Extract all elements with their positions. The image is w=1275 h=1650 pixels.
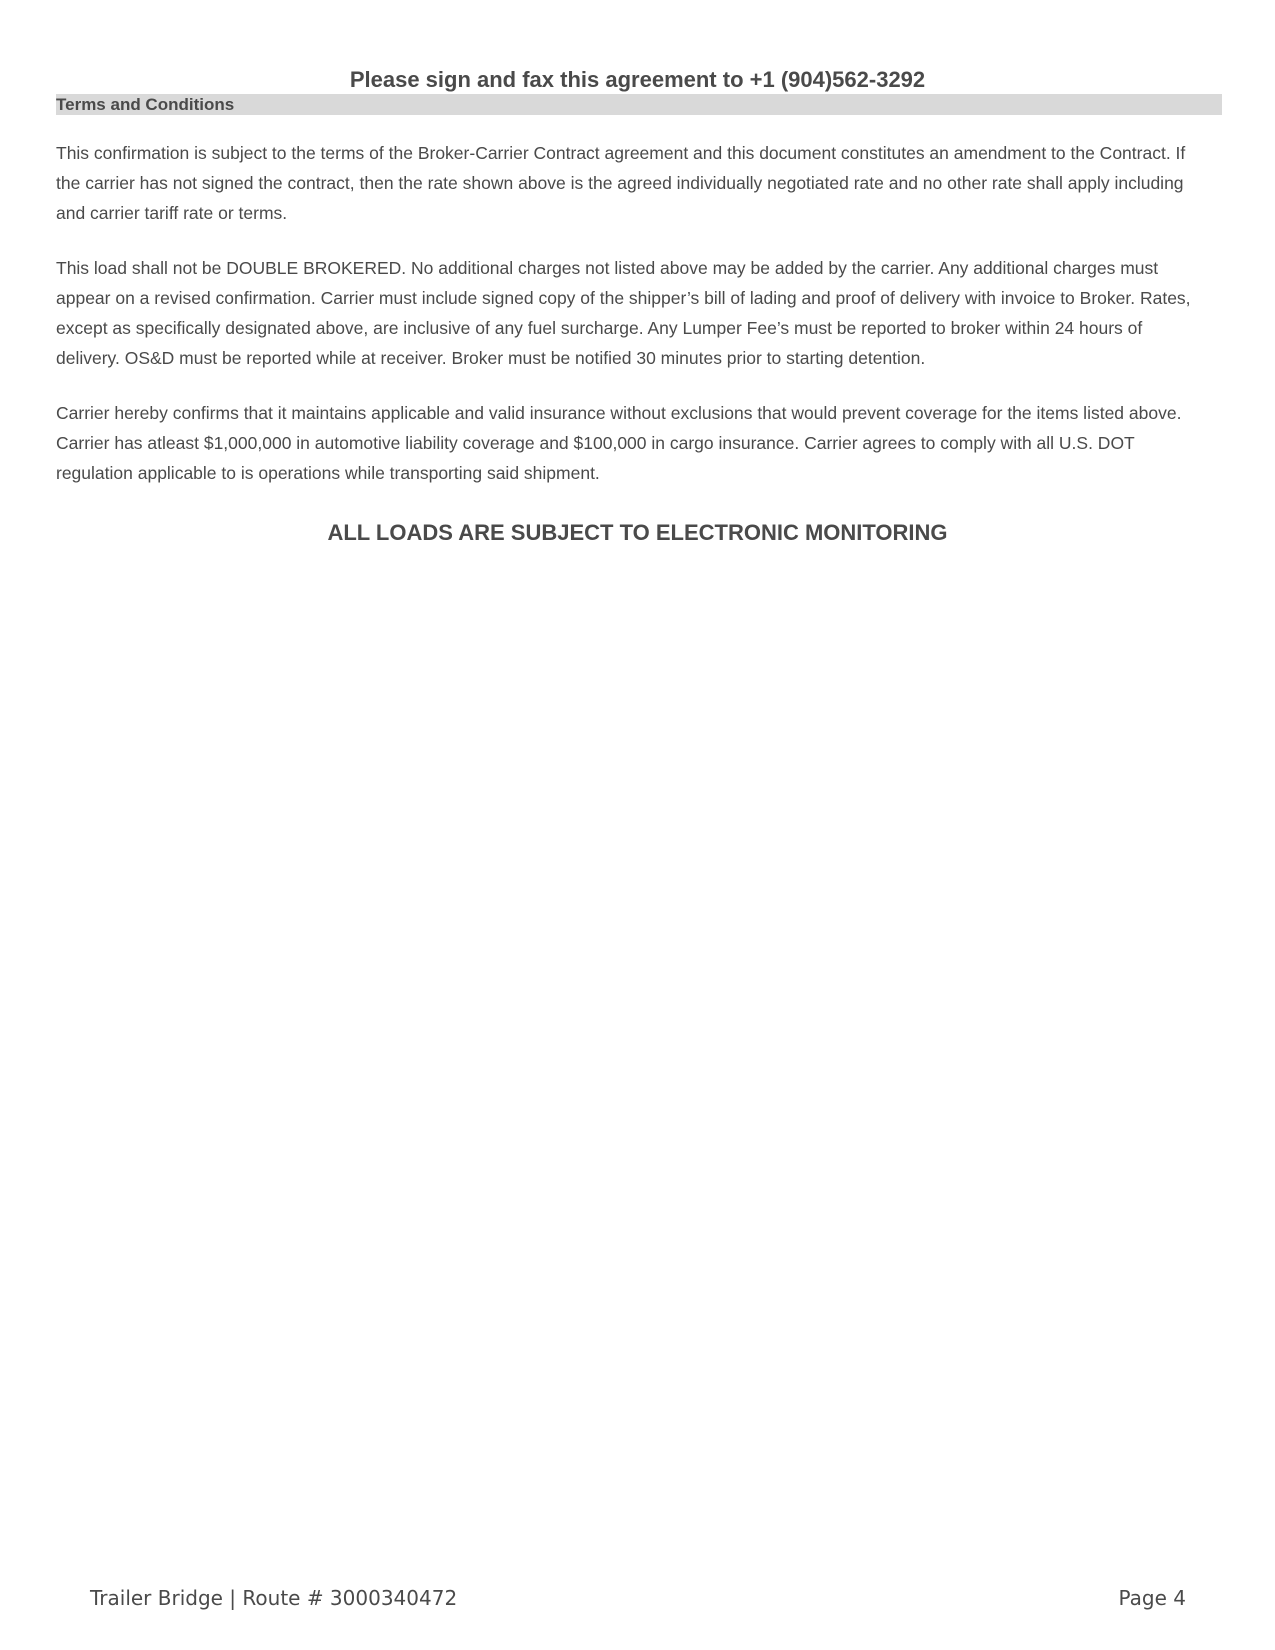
terms-section-title: Terms and Conditions [56, 95, 235, 114]
terms-paragraph-contract: This confirmation is subject to the terms of the Broker-Carrier Contract agreement and this document constitutes an amendment to the Contract. If the carrier has not signed the contract, then the rate shown above is the agreed individually negotiated rate and no other rate shall apply including and carrier tariff rate or terms. [56, 143, 1186, 223]
fax-instruction-heading: Please sign and fax this agreement to +1 (904)562-3292 [349, 67, 926, 92]
footer-page-number: Page 4 [1118, 1586, 1186, 1610]
terms-paragraph-insurance: Carrier hereby confirms that it maintains applicable and valid insurance without exclusions that would prevent coverage for the items listed above. Carrier has atleast $1,000,000 in automotive liability coverage and $100,000 in cargo insurance. Carrier agrees to comply with all U.S. DOT regulation applicable to is operations while transporting said shipment. [56, 403, 1182, 483]
page-footer [90, 1583, 1186, 1613]
terms-section-header [56, 94, 1222, 115]
terms-body [56, 138, 1206, 513]
terms-paragraph-brokering: This load shall not be DOUBLE BROKERED. No additional charges not listed above may be added by the carrier. Any additional charges must appear on a revised confirmation. Carrier must include signed copy of the shipper’s bill of lading and proof of delivery with invoice to Broker. Rates, except as specifically designated above, are inclusive of any fuel surcharge. Any Lumper Fee’s must be reported to broker within 24 hours of delivery. OS&D must be reported while at receiver. Broker must be notified 30 minutes prior to starting detention. [56, 258, 1191, 368]
footer-route-info: Trailer Bridge | Route # 3000340472 [90, 1586, 458, 1610]
electronic-monitoring-notice: ALL LOADS ARE SUBJECT TO ELECTRONIC MONITORING [327, 520, 948, 545]
